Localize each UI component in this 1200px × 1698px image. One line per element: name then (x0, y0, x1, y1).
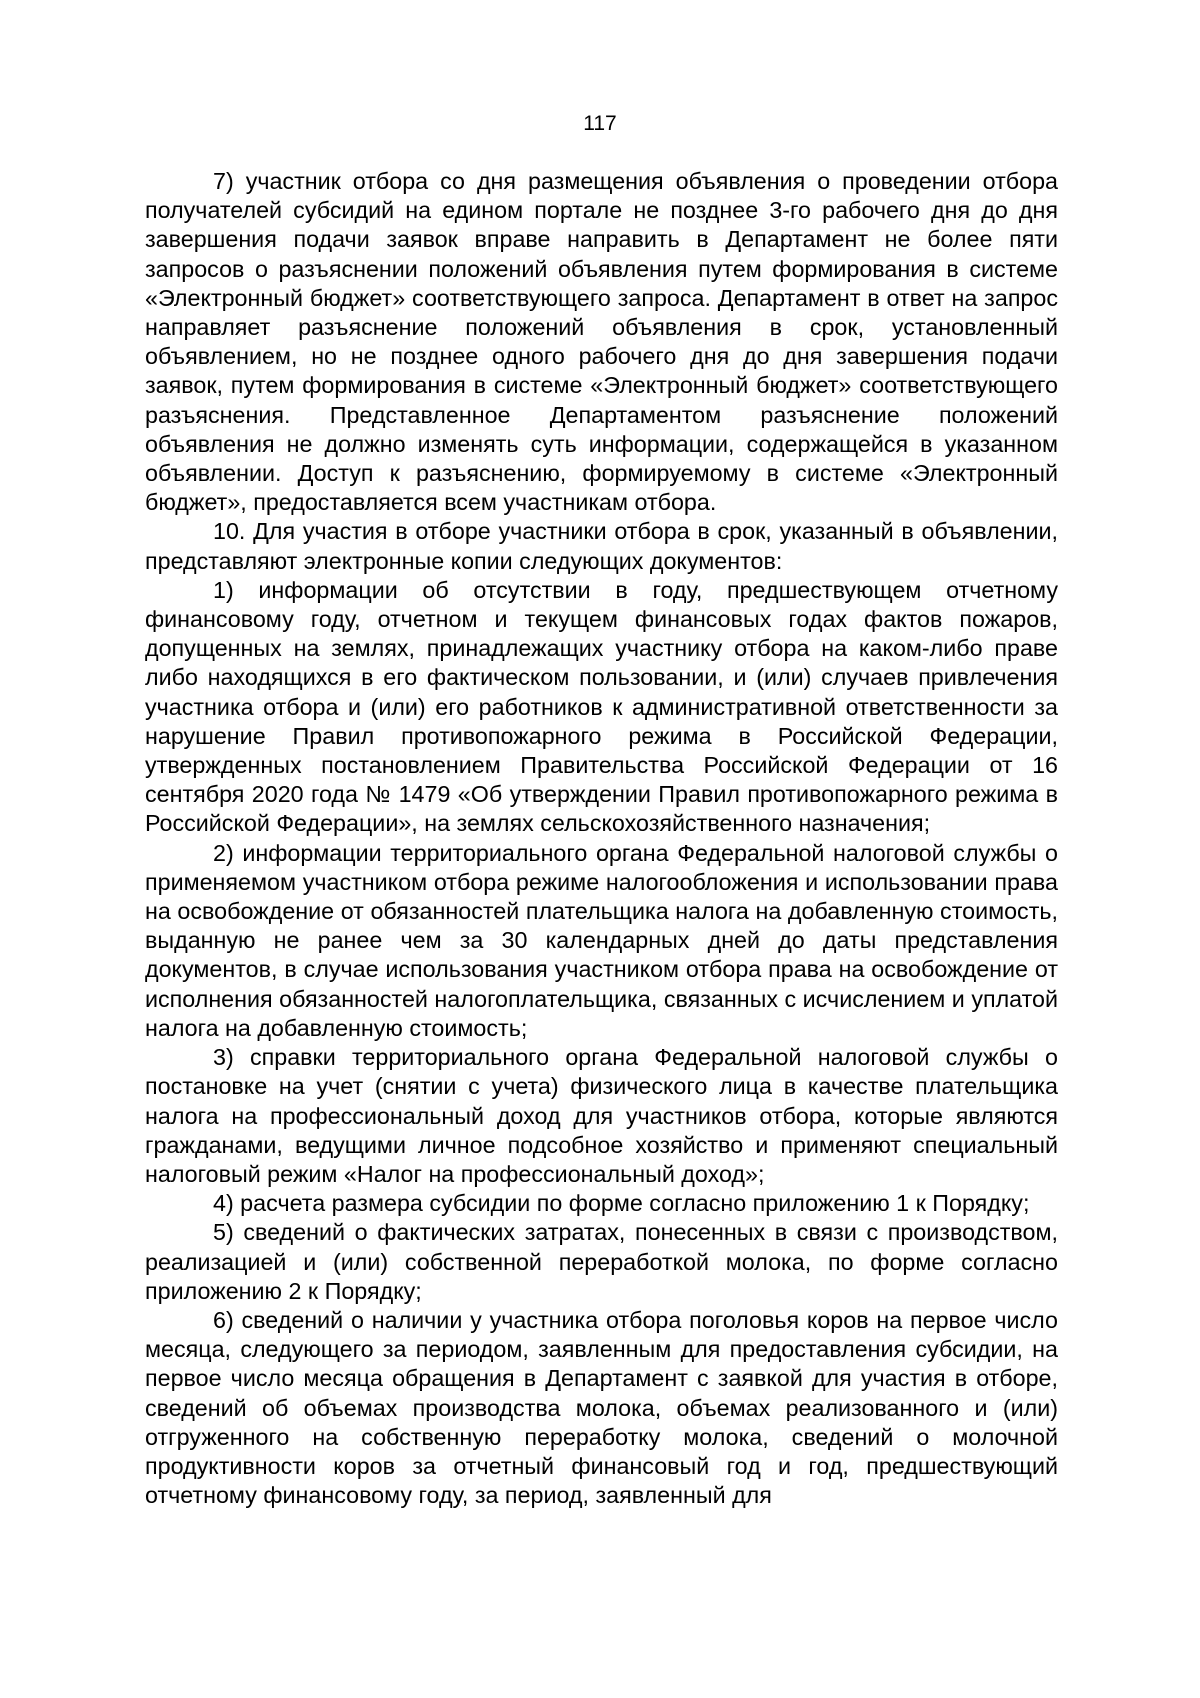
paragraph-doc-4: 4) расчета размера субсидии по форме согласно приложению 1 к Порядку; (213, 1190, 1030, 1217)
paragraph-item-7: 7) участник отбора со дня размещения объявления о проведении отбора получателей субсидий на едином портале не позднее 3-го рабочего дня до дня завершения подачи заявок вправе направить в Департамент не более пяти запросов о разъяснении положений объявления путем формирования в системе «Электронный бюджет» соответствующего запроса. Департамент в ответ на запрос направляет разъяснение положений объявления в срок, установленный объявлением, но не позднее одного рабочего дня до дня завершения подачи заявок, путем формирования в системе «Электронный бюджет» соответствующего разъяснения. Представленное Департаментом разъяснение положений объявления не должно изменять суть информации, содержащейся в указанном объявлении. Доступ к разъяснению, формируемому в системе «Электронный бюджет», предоставляется всем участникам отбора. (145, 168, 1058, 516)
paragraph-doc-1: 1) информации об отсутствии в году, предшествующем отчетному финансовому году, отчетном и текущем финансовых годах фактов пожаров, допущенных на землях, принадлежащих участнику отбора на каком-либо праве либо находящихся в его фактическом пользовании, и (или) случаев привлечения участника отбора и (или) его работников к административной ответственности за нарушение Правил противопожарного режима в Российской Федерации, утвержденных постановлением Правительства Российской Федерации от 16 сентября 2020 года № 1479 «Об утверждении Правил противопожарного режима в Российской Федерации», на землях сельскохозяйственного назначения; (145, 576, 1058, 837)
paragraph-doc-3: 3) справки территориального органа Федеральной налоговой службы о постановке на учет (снятии с учета) физического лица в качестве плательщика налога на профессиональный доход для участников отбора, которые являются гражданами, ведущими личное подсобное хозяйство и применяют специальный налоговый режим «Налог на профессиональный доход»; (145, 1044, 1058, 1187)
paragraph-doc-6: 6) сведений о наличии у участника отбора поголовья коров на первое число месяца, следующего за периодом, заявленным для предоставления субсидии, на первое число месяца обращения в Департамент с заявкой для участия в отборе, сведений об объемах производства молока, объемах реализованного и (или) отгруженного на собственную переработку молока, сведений о молочной продуктивности коров за отчетный финансовый год и год, предшествующий отчетному финансовому году, за период, заявленный для (145, 1306, 1058, 1509)
paragraph-clause-10: 10. Для участия в отборе участники отбора в срок, указанный в объявлении, представляют электронные копии следующих документов: (145, 518, 1058, 574)
paragraph-doc-5: 5) сведений о фактических затратах, понесенных в связи с производством, реализацией и (или) собственной переработкой молока, по форме согласно приложению 2 к Порядку; (145, 1219, 1058, 1304)
page-number: 117 (583, 112, 617, 135)
body-text (145, 167, 1058, 1510)
paragraph-doc-2: 2) информации территориального органа Федеральной налоговой службы о применяемом участником отбора режиме налогообложения и использовании права на освобождение от обязанностей плательщика налога на добавленную стоимость, выданную не ранее чем за 30 календарных дней до даты представления документов, в случае использования участником отбора права на освобождение от исполнения обязанностей налогоплательщика, связанных с исчислением и уплатой налога на добавленную стоимость; (145, 839, 1058, 1041)
